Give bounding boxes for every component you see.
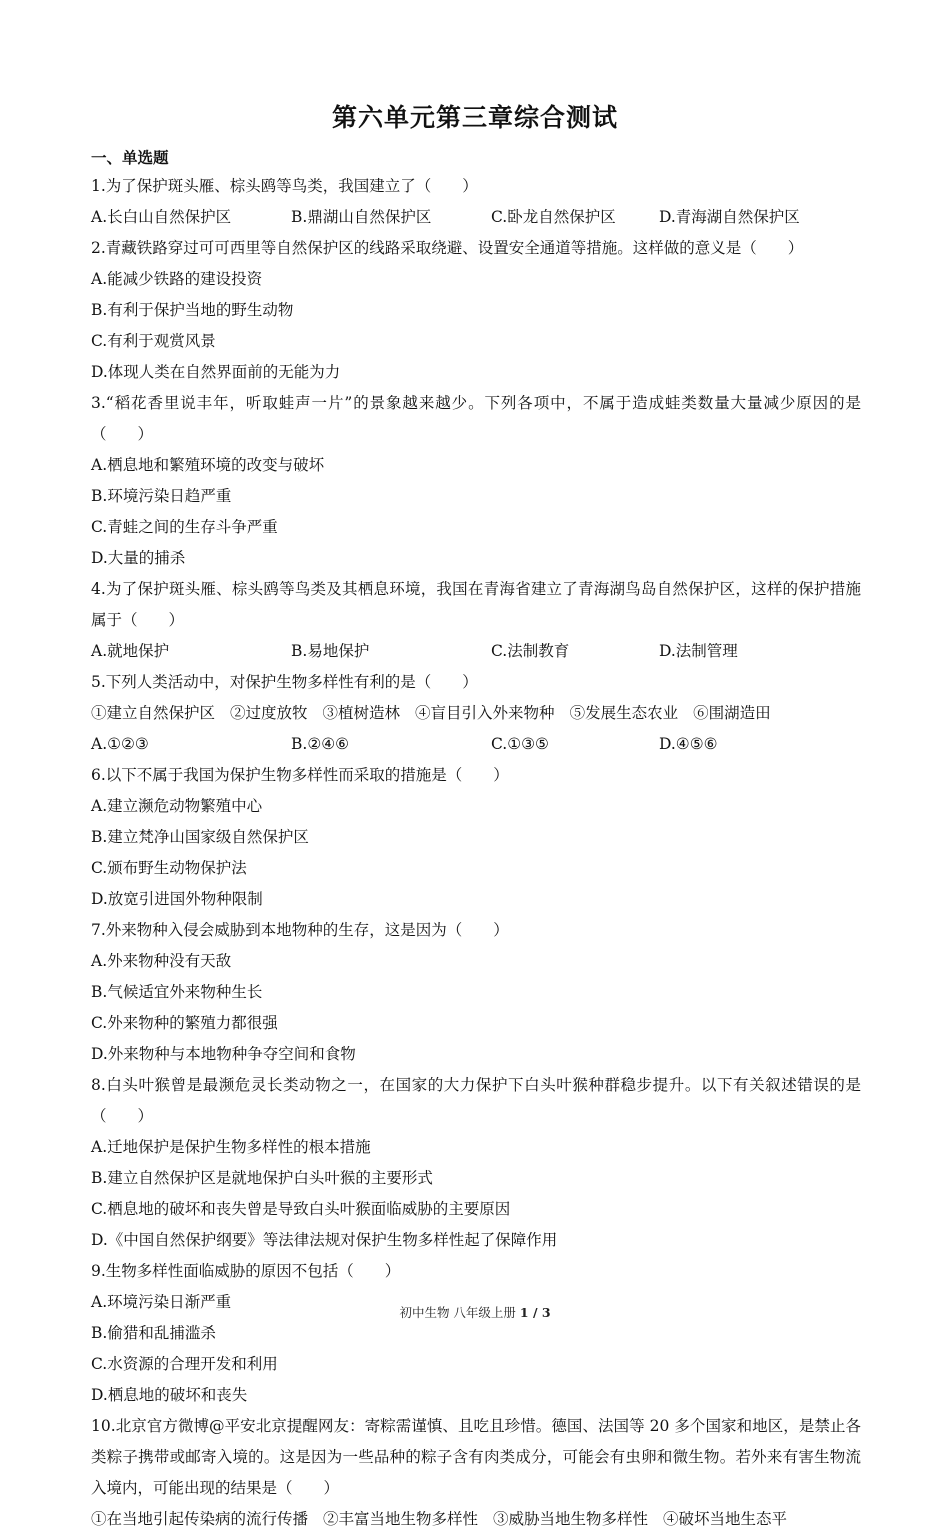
option-a: A.外来物种没有天敌 — [91, 952, 232, 970]
question-stem: 2.青藏铁路穿过可可西里等自然保护区的线路采取绕避、设置安全通道等措施。这样做的意义是（ ） — [91, 239, 804, 257]
option-b: B.有利于保护当地的野生动物 — [91, 301, 294, 319]
option-a: A.长白山自然保护区 — [91, 208, 232, 226]
option-b: B.建立自然保护区是就地保护白头叶猴的主要形式 — [91, 1169, 433, 1187]
option-a: A.就地保护 — [91, 642, 170, 660]
statement-item: ⑥围湖造田 — [693, 704, 771, 722]
statement-item: ④盲目引入外来物种 — [415, 704, 555, 722]
option-b: B.气候适宜外来物种生长 — [91, 983, 263, 1001]
question-stem: 9.生物多样性面临威胁的原因不包括（ ） — [91, 1262, 401, 1280]
options — [91, 946, 861, 1070]
statement-item: ①在当地引起传染病的流行传播 — [91, 1510, 309, 1528]
question-stem: 10.北京官方微博@平安北京提醒网友：寄粽需谨慎、且吃且珍惜。德国、法国等 20 多个国家和地区，是禁止各类粽子携带或邮寄入境的。这是因为一些品种的粽子含有肉类成分，可能会有虫卵和微生物。若外来有害生物流入境内，可能出现的结果是（ ） — [91, 1417, 861, 1497]
option-b: B.易地保护 — [291, 642, 370, 660]
option-a: A.①②③ — [91, 735, 149, 753]
statement-item: ②过度放牧 — [230, 704, 308, 722]
option-c: C.颁布野生动物保护法 — [91, 859, 247, 877]
option-d: D.大量的捕杀 — [91, 549, 186, 567]
statement-list — [91, 1504, 861, 1535]
option-c: C.法制教育 — [491, 642, 570, 660]
option-a: A.环境污染日渐严重 — [91, 1293, 232, 1311]
option-b: B.建立梵净山国家级自然保护区 — [91, 828, 309, 846]
options — [91, 791, 861, 915]
statement-item: ③威胁当地生物多样性 — [493, 1510, 649, 1528]
statement-item: ③植树造林 — [322, 704, 401, 722]
question-5 — [91, 667, 861, 760]
question-7 — [91, 915, 861, 1070]
option-a: A.栖息地和繁殖环境的改变与破坏 — [91, 456, 325, 474]
question-2 — [91, 233, 861, 388]
option-c: C.卧龙自然保护区 — [491, 208, 616, 226]
statement-list — [91, 698, 861, 729]
question-1 — [91, 171, 861, 233]
question-stem: 1.为了保护斑头雁、棕头鸥等鸟类，我国建立了（ ） — [91, 177, 478, 195]
option-a: A.建立濒危动物繁殖中心 — [91, 797, 263, 815]
page-footer — [0, 1303, 950, 1321]
question-3 — [91, 388, 861, 574]
option-d: D.外来物种与本地物种争夺空间和食物 — [91, 1045, 356, 1063]
statement-item: ④破坏当地生态平 — [663, 1510, 788, 1528]
options — [91, 202, 861, 233]
option-d: D.栖息地的破坏和丧失 — [91, 1386, 248, 1404]
option-d: D.《中国自然保护纲要》等法律法规对保护生物多样性起了保障作用 — [91, 1231, 558, 1249]
option-d: D.法制管理 — [659, 642, 738, 660]
option-d: D.放宽引进国外物种限制 — [91, 890, 263, 908]
option-d: D.青海湖自然保护区 — [659, 208, 800, 226]
option-c: C.青蛙之间的生存斗争严重 — [91, 518, 278, 536]
question-stem: 7.外来物种入侵会威胁到本地物种的生存，这是因为（ ） — [91, 921, 509, 939]
footer-label: 初中生物 八年级上册 — [399, 1305, 520, 1320]
statement-item: ⑤发展生态农业 — [569, 704, 679, 722]
options — [91, 729, 861, 760]
page-title: 第六单元第三章综合测试 — [331, 103, 618, 132]
option-d: D.体现人类在自然界面前的无能为力 — [91, 363, 341, 381]
option-a: A.迁地保护是保护生物多样性的根本措施 — [91, 1138, 371, 1156]
options — [91, 1132, 861, 1256]
option-d: D.④⑤⑥ — [659, 735, 718, 753]
question-stem: 3.“稻花香里说丰年，听取蛙声一片”的景象越来越少。下列各项中，不属于造成蛙类数量大量减少原因的是（ ） — [91, 394, 861, 443]
option-c: C.栖息地的破坏和丧失曾是导致白头叶猴面临威胁的主要原因 — [91, 1200, 511, 1218]
section-heading: 一、单选题 — [91, 148, 169, 167]
option-b: B.偷猎和乱捕滥杀 — [91, 1324, 216, 1342]
question-4 — [91, 574, 861, 667]
option-c: C.外来物种的繁殖力都很强 — [91, 1014, 278, 1032]
question-9 — [91, 1256, 861, 1411]
question-6 — [91, 760, 861, 915]
option-b: B.②④⑥ — [291, 735, 350, 753]
question-list — [91, 171, 861, 1535]
question-10 — [91, 1411, 861, 1535]
option-c: C.有利于观赏风景 — [91, 332, 216, 350]
option-a: A.能减少铁路的建设投资 — [91, 270, 263, 288]
question-stem: 4.为了保护斑头雁、棕头鸥等鸟类及其栖息环境，我国在青海省建立了青海湖鸟岛自然保护区，这样的保护措施属于（ ） — [91, 580, 861, 629]
question-stem: 8.白头叶猴曾是最濒危灵长类动物之一，在国家的大力保护下白头叶猴种群稳步提升。以下有关叙述错误的是（ ） — [91, 1076, 861, 1125]
statement-item: ②丰富当地生物多样性 — [323, 1510, 479, 1528]
options — [91, 450, 861, 574]
statement-item: ①建立自然保护区 — [91, 704, 216, 722]
options — [91, 264, 861, 388]
option-c: C.①③⑤ — [491, 735, 549, 753]
options — [91, 636, 861, 667]
question-8 — [91, 1070, 861, 1256]
question-stem: 5.下列人类活动中，对保护生物多样性有利的是（ ） — [91, 673, 478, 691]
question-stem: 6.以下不属于我国为保护生物多样性而采取的措施是（ ） — [91, 766, 509, 784]
option-b: B.环境污染日趋严重 — [91, 487, 232, 505]
option-b: B.鼎湖山自然保护区 — [291, 208, 432, 226]
option-c: C.水资源的合理开发和利用 — [91, 1355, 278, 1373]
page-number: 1 / 3 — [519, 1305, 551, 1320]
